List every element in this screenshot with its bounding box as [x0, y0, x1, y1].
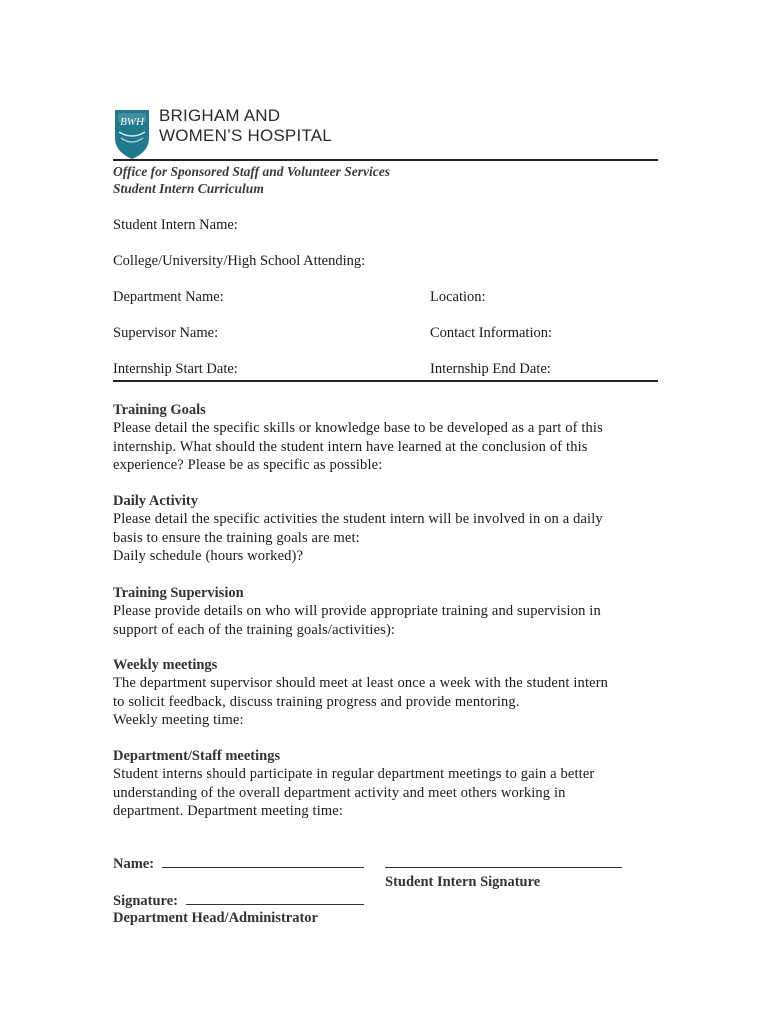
section-text: The department supervisor should meet at least once a week with the student intern: [113, 675, 609, 691]
department-name-label: Department Name:: [113, 289, 224, 305]
section-text: basis to ensure the training goals are met:: [113, 529, 360, 546]
supervisor-name-label: Supervisor Name:: [113, 325, 219, 341]
end-date-label: Internship End Date:: [430, 361, 551, 377]
name-label: Name:: [113, 856, 155, 872]
signature-row: [113, 892, 364, 910]
section-text: to solicit feedback, discuss training progress and provide mentoring.: [113, 693, 520, 710]
logo-wordmark: [159, 106, 332, 146]
section-text: Please provide details on who will provide appropriate training and supervision in: [113, 603, 601, 619]
section-text: department. Department meeting time:: [113, 803, 344, 819]
section-title: Daily Activity: [113, 493, 198, 509]
section-text: Weekly meeting time:: [113, 712, 244, 728]
signature-label: Signature:: [113, 893, 178, 909]
section-title: Department/Staff meetings: [113, 748, 281, 764]
logo-mark: BWH: [120, 116, 144, 128]
student-signature-row: [385, 855, 622, 873]
section-title: Training Goals: [113, 402, 206, 418]
header-divider: [113, 159, 658, 161]
signature-line[interactable]: [186, 892, 364, 905]
name-signature-row: [113, 855, 364, 873]
logo-line-1: BRIGHAM AND: [159, 106, 281, 125]
office-title: Office for Sponsored Staff and Volunteer Services: [113, 164, 391, 179]
department-head-label: Department Head/Administrator: [113, 910, 318, 926]
location-label: Location:: [430, 289, 486, 305]
student-signature-label: Student Intern Signature: [385, 874, 541, 890]
section-text: experience? Please be as specific as possible:: [113, 457, 383, 473]
training-supervision-section: [113, 584, 658, 639]
section-text: internship. What should the student intern have learned at the conclusion of this: [113, 438, 588, 455]
daily-activity-section: [113, 492, 658, 566]
start-date-label: Internship Start Date:: [113, 361, 238, 377]
training-goals-section: [113, 401, 658, 475]
staff-meetings-section: [113, 747, 658, 821]
fields-divider: [113, 380, 658, 382]
section-text: Student interns should participate in regular department meetings to gain a better: [113, 766, 595, 782]
document-subtitle: Student Intern Curriculum: [113, 181, 264, 196]
logo-line-2: WOMEN’S HOSPITAL: [159, 126, 332, 145]
school-label: College/University/High School Attending:: [113, 253, 366, 269]
bwh-shield-icon: [113, 108, 151, 160]
section-text: understanding of the overall department activity and meet others working in: [113, 784, 566, 801]
student-signature-line[interactable]: [385, 855, 622, 868]
name-line[interactable]: [162, 855, 364, 868]
section-title: Training Supervision: [113, 585, 244, 601]
hospital-logo: [113, 108, 332, 160]
section-text: Daily schedule (hours worked)?: [113, 548, 304, 564]
student-name-label: Student Intern Name:: [113, 217, 238, 233]
section-title: Weekly meetings: [113, 657, 218, 673]
section-text: support of each of the training goals/activities):: [113, 621, 396, 638]
contact-information-label: Contact Information:: [430, 325, 553, 341]
section-text: Please detail the specific activities the student intern will be involved in on a daily: [113, 511, 603, 527]
weekly-meetings-section: [113, 656, 658, 730]
section-text: Please detail the specific skills or knowledge base to be developed as a part of this: [113, 420, 603, 436]
